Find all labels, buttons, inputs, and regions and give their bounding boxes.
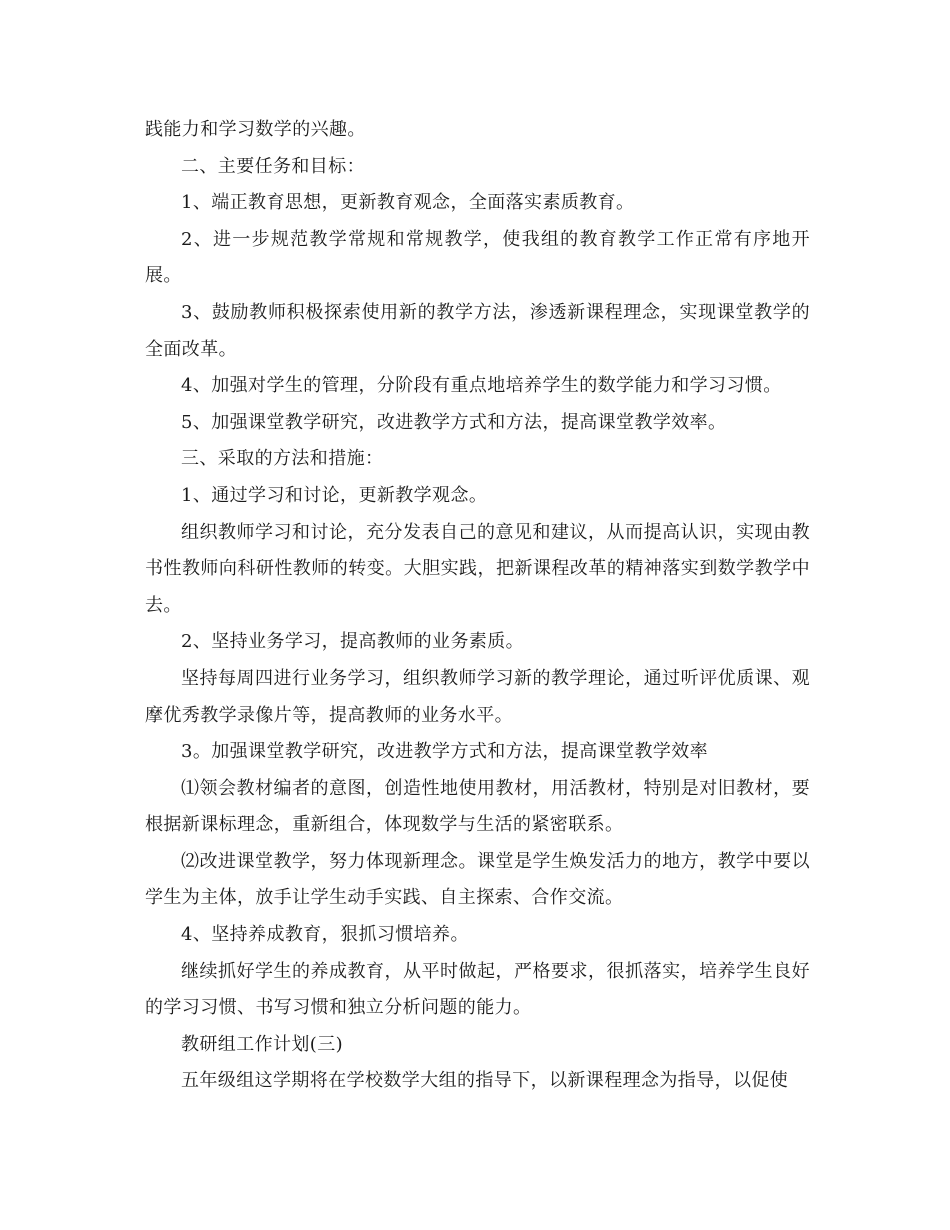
- paragraph: 3。加强课堂教学研究，改进教学方式和方法，提高课堂教学效率: [181, 741, 709, 763]
- section-heading: 三、采取的方法和措施：: [181, 448, 384, 470]
- paragraph: ⑴领会教材编者的意图，创造性地使用教材，用活教材，特别是对旧教材，要根据新课标理念，重新组合，体现数学与生活的紧密联系。: [145, 777, 810, 836]
- section-heading: 二、主要任务和目标：: [181, 155, 365, 177]
- paragraph: 2、坚持业务学习，提高教师的业务素质。: [181, 631, 525, 653]
- paragraph: 1、通过学习和讨论，更新教学观念。: [181, 484, 488, 506]
- paragraph: ⑵改进课堂教学，努力体现新理念。课堂是学生焕发活力的地方，教学中要以学生为主体，放手让学生动手实践、自主探索、合作交流。: [145, 850, 810, 909]
- section-heading: 教研组工作计划(三): [181, 1033, 344, 1055]
- paragraph: 坚持每周四进行业务学习，组织教师学习新的教学理论，通过听评优质课、观摩优秀教学录像片等，提高教师的业务水平。: [145, 667, 810, 726]
- paragraph: 1、端正教育思想，更新教育观念，全面落实素质教育。: [181, 192, 635, 214]
- paragraph: 组织教师学习和讨论，充分发表自己的意见和建议，从而提高认识，实现由教书性教师向科研性教师的转变。大胆实践，把新课程改革的精神落实到数学教学中去。: [145, 521, 810, 616]
- document-body: [145, 112, 810, 1100]
- paragraph: 3、鼓励教师积极探索使用新的教学方法，渗透新课程理念，实现课堂教学的全面改革。: [145, 301, 810, 360]
- paragraph: 五年级组这学期将在学校数学大组的指导下，以新课程理念为指导，以促使: [181, 1070, 789, 1092]
- paragraph: 5、加强课堂教学研究，改进教学方式和方法，提高课堂教学效率。: [181, 411, 727, 433]
- paragraph: 4、坚持养成教育，狠抓习惯培养。: [181, 924, 469, 946]
- paragraph: 4、加强对学生的管理，分阶段有重点地培养学生的数学能力和学习习惯。: [181, 375, 782, 397]
- paragraph: 继续抓好学生的养成教育，从平时做起，严格要求，很抓落实，培养学生良好的学习习惯、书写习惯和独立分析问题的能力。: [145, 960, 810, 1019]
- paragraph: 2、进一步规范教学常规和常规教学，使我组的教育教学工作正常有序地开展。: [145, 228, 810, 287]
- paragraph: 践能力和学习数学的兴趣。: [145, 119, 366, 140]
